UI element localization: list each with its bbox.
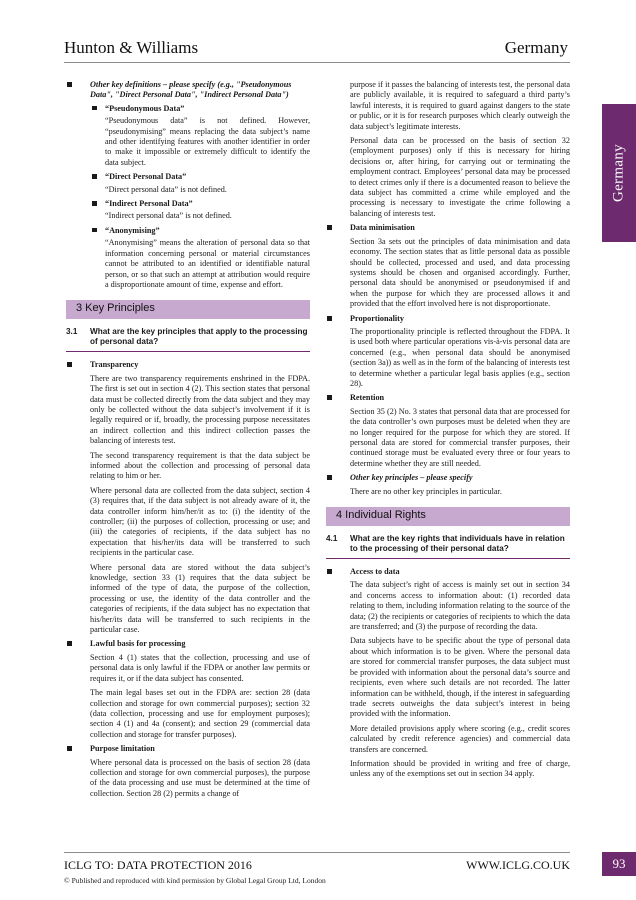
para-other-principles: There are no other key principles in particular. — [350, 486, 502, 496]
para-proportionality: The proportionality principle is reflected throughout the FDPA. It is used both where particular operations vis-à-vis personal data are concerned (e.g., when personal data should be anonymised (section 3a)) as well as in the form of the balancing of interests test to determine whether a particular legal basis applies (e.g., section 28). — [350, 326, 570, 388]
bullet-proportionality: Proportionality — [326, 314, 570, 324]
footer-copyright: © Published and reproduced with kind permission by Global Legal Group Ltd, London — [64, 876, 326, 885]
para-direct: “Direct personal data” is not defined. — [105, 184, 227, 194]
bullet-purpose-limitation: Purpose limitation — [66, 744, 310, 754]
question-text: What are the key principles that apply to the processing of personal data? — [90, 327, 308, 347]
right-column — [326, 80, 570, 784]
section-heading-bar — [66, 300, 310, 319]
footer-website: WWW.ICLG.CO.UK — [466, 858, 570, 872]
para-lawful-2: The main legal bases set out in the FDPA are: section 28 (data collection and storage for own commercial purposes); section 32 (data collection, processing and use for employment purposes); section 4 (1) and 4a (consent); and section 29 (commercial data collection and storage for transfer purposes). — [90, 688, 310, 739]
bullet-transparency: Transparency — [66, 360, 310, 370]
question-number: 4.1 — [326, 534, 338, 544]
left-column — [66, 80, 310, 803]
page-number-box — [602, 852, 636, 876]
header-country: Germany — [504, 38, 568, 57]
side-tab — [602, 104, 636, 242]
question-4-1 — [326, 534, 570, 554]
sub-bullet-direct: “Direct Personal Data” — [66, 172, 310, 182]
section-heading-bar — [326, 507, 570, 526]
question-rule — [66, 351, 310, 352]
footer-publication: ICLG TO: DATA PROTECTION 2016 — [64, 858, 252, 872]
para-access-2: Data subjects have to be specific about the type of personal data about which information is to be given. Where the personal data are stored for commercial transfer purposes, the data subject must be provided with information about the personal data’s source and recipients, even where such details are not recorded. The latter information can be withheld, though, if the interest in safeguarding trade secrets outweighs the data subject’s interest in being provided with the information. — [350, 636, 570, 719]
para-access-4: Information should be provided in writing and free of charge, unless any of the exemptions set out in section 34 apply. — [350, 758, 570, 779]
bullet-lawful-basis: Lawful basis for processing — [66, 639, 310, 649]
para-retention: Section 35 (2) No. 3 states that personal data that are processed for the data controller’s own purposes must be deleted when they are no longer required for the purpose for which they are stored. If personal data are stored for commercial transfer purposes, their continued storage must be evaluated every three or four years to determine whether they are still needed. — [350, 406, 570, 468]
bullet-data-minimisation: Data minimisation — [326, 223, 570, 233]
bullet-other-principles: Other key principles – please specify — [326, 473, 570, 483]
para-purpose: Where personal data is processed on the basis of section 28 (data collection and storage for own commercial purposes), the purpose of the data processing and use must be determined at the time of collection. Section 28 (2) permits a change of — [90, 757, 310, 798]
header-firm-name: Hunton & Williams — [64, 38, 199, 57]
para-lawful-1: Section 4 (1) states that the collection, processing and use of personal data is only lawful if the FDPA or another law permits or requires it, or if the data subject has consented. — [90, 652, 310, 683]
header-rule — [64, 62, 570, 63]
sub-bullet-anonymising: “Anonymising” — [66, 226, 310, 236]
para-employment: Personal data can be processed on the basis of section 32 (employment purposes) only if this is necessary for hiring decisions or, after hiring, for carrying out or terminating the employment contract. Employees’ personal data may be processed to detect crimes only if there is a documented reason to believe the data subject has committed a crime while employed and the processing is necessary to investigate the crime following a balancing of interests test. — [350, 136, 570, 218]
para-transparency-2: The second transparency requirement is that the data subject be informed about the collection and processing of personal data relating to him or her. — [90, 450, 310, 481]
question-text: What are the key rights that individuals have in relation to the processing of their personal data? — [350, 534, 565, 554]
para-access-1: The data subject’s right of access is mainly set out in section 34 and concerns access to information about: (1) recorded data relating to them, including information relating to the source of the data; (2) the recipients or categories of recipients to which the data are transferred; and (3) the purpose of recording the data. — [350, 580, 570, 632]
side-tab-label: Germany — [610, 144, 627, 202]
para-anonymising: “Anonymising” means the alteration of personal data so that information concerning personal or material circumstances cannot be attributed to an identified or identifiable natural person, or so that such an attempt at attribution would require a disproportionate amount of time, expense and effort. — [105, 238, 310, 289]
para-transparency-4: Where personal data are stored without the data subject’s knowledge, section 33 (1) requires that the data subject be informed of the type of data, the purpose of the collection, processing or use, the identity of the data controller and the categories of recipients, if the data subject has no expectation that his/her/its data will be transferred to such recipients in the particular case. — [90, 562, 310, 635]
para-pseudonymous: “Pseudonymous data” is not defined. However, “pseudonymising” means replacing the data subject’s name and other identifying features with another identifier in order to make it impossible or extremely difficult to identify the data subject. — [105, 116, 310, 167]
bullet-other-definitions: Other key definitions – please specify (e.g., "Pseudonymous Data", "Direct Personal Data", "Indirect Personal Data") — [66, 80, 310, 101]
sub-bullet-pseudonymous: “Pseudonymous Data” — [66, 104, 310, 114]
para-transparency-1: There are two transparency requirements enshrined in the FDPA. The first is set out in section 4 (2). This section states that personal data must be collected directly from the data subject and they may only be collected without the data subject’s involvement if it is legally required or if, broadly, the processing purpose necessitates an indirect collection and this indirect collection passes the balancing of interests test. — [90, 373, 310, 446]
section-4-heading: 4 Individual Rights — [336, 509, 426, 522]
question-rule — [326, 558, 570, 559]
para-transparency-3: Where personal data are collected from the data subject, section 4 (3) requires that, if the data subject is not already aware of it, the data controller inform him/her/it as to: (i) the identity of the controller; (ii) the purposes of collection, processing or use; and (iii) the categories of recipients, if the data subject has no expectation that his/her/its data will be transferred to such recipients in the particular case. — [90, 485, 310, 558]
para-access-3: More detailed provisions apply where scoring (e.g., credit scores calculated by credit reference agencies) and commercial data transfers are concerned. — [350, 723, 570, 754]
section-3-heading: 3 Key Principles — [76, 302, 155, 315]
question-number: 3.1 — [66, 327, 78, 337]
footer-rule — [64, 852, 570, 853]
bullet-retention: Retention — [326, 393, 570, 403]
para-purpose-continued: purpose if it passes the balancing of interests test, the personal data are publicly available, it is required to safeguard a third party’s lawful interests, it is required to guard against dangers to the state or public, or it is for research purposes which clearly outweigh the data subject’s legitimate interests. — [350, 80, 570, 131]
sub-bullet-indirect: “Indirect Personal Data” — [66, 199, 310, 209]
bullet-access-to-data: Access to data — [326, 567, 570, 577]
page-number: 93 — [612, 856, 626, 871]
question-3-1 — [66, 327, 310, 347]
para-data-minimisation: Section 3a sets out the principles of data minimisation and data economy. The section states that as little personal data as possible should be collected, processed and used, and data processing systems should be chosen and organised accordingly. Further, personal data should be anonymised or pseudonymised if and when the purpose for which they are processed allows it and provided that the effort involved here is not disproportionate. — [350, 236, 570, 309]
para-indirect: “Indirect personal data” is not defined. — [105, 211, 232, 221]
